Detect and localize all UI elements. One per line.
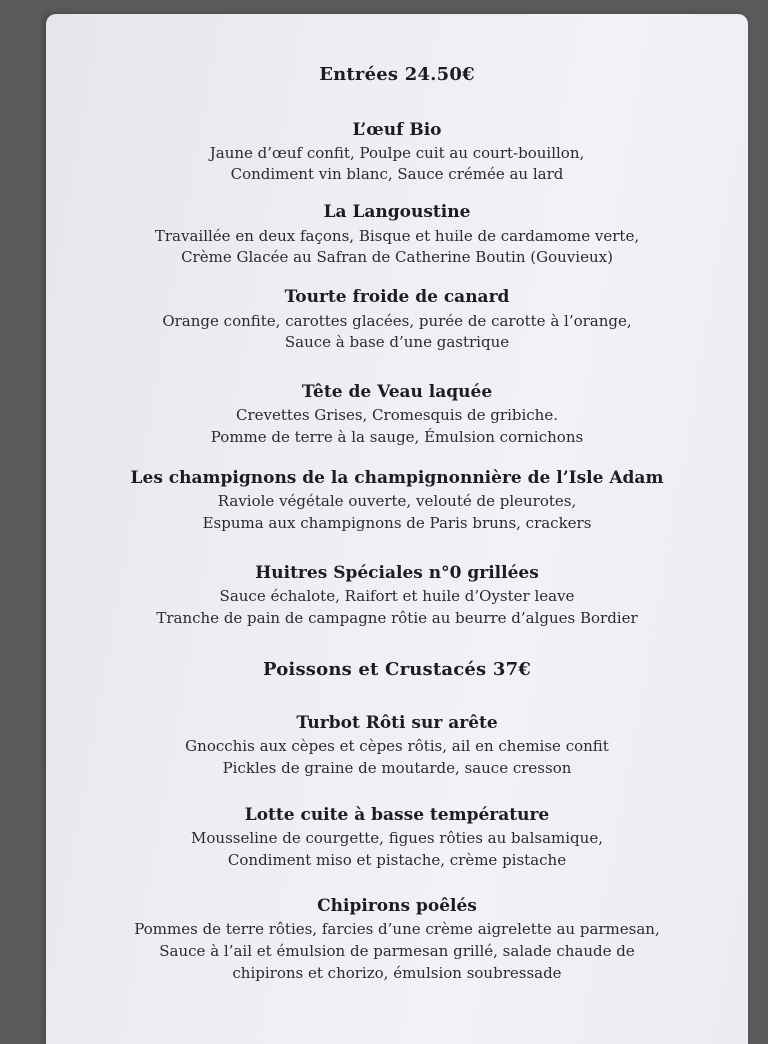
dish-description: Condiment vin blanc, Sauce crémée au lard: [230, 165, 564, 183]
section-title-entrees: Entrées 24.50€: [319, 64, 475, 85]
dish-name: Les champignons de la champignonnière de l’Isle Adam: [130, 468, 664, 488]
section-title-poissons: Poissons et Crustacés 37€: [262, 659, 532, 680]
dish-description: chipirons et chorizo, émulsion soubressade: [232, 964, 562, 982]
dish-description: Condiment miso et pistache, crème pistache: [227, 851, 567, 869]
dish-description: Pomme de terre à la sauge, Émulsion cornichons: [210, 428, 584, 446]
dish-name: Turbot Rôti sur arête: [296, 713, 498, 733]
dish-description: Pickles de graine de moutarde, sauce cresson: [222, 759, 572, 777]
dish-description: Pommes de terre rôties, farcies d’une crème aigrelette au parmesan,: [134, 920, 660, 938]
dish-name: L’œuf Bio: [352, 120, 442, 140]
dish-description: Crème Glacée au Safran de Catherine Boutin (Gouvieux): [181, 248, 613, 266]
dish-name: Tête de Veau laquée: [301, 382, 493, 402]
dish-description: Mousseline de courgette, figues rôties au balsamique,: [191, 829, 603, 847]
dish-description: Raviole végétale ouverte, velouté de pleurotes,: [217, 492, 577, 510]
dish-name: Tourte froide de canard: [284, 287, 510, 307]
dish-description: Travaillée en deux façons, Bisque et huile de cardamome verte,: [154, 227, 640, 245]
dish-description: Sauce échalote, Raifort et huile d’Oyster leave: [219, 587, 575, 605]
dish-description: Sauce à l’ail et émulsion de parmesan grillé, salade chaude de: [159, 942, 635, 960]
dish-description: Gnocchis aux cèpes et cèpes rôtis, ail en chemise confit: [185, 737, 609, 755]
dish-name: La Langoustine: [323, 202, 471, 222]
dish-name: Huitres Spéciales n°0 grillées: [255, 563, 539, 583]
dish-name: Lotte cuite à basse température: [244, 805, 550, 825]
dish-description: Sauce à base d’une gastrique: [284, 333, 510, 351]
dish-description: Tranche de pain de campagne rôtie au beurre d’algues Bordier: [156, 609, 638, 627]
dish-description: Jaune d’œuf confit, Poulpe cuit au court-bouillon,: [209, 144, 585, 162]
dish-description: Crevettes Grises, Cromesquis de gribiche.: [236, 406, 558, 424]
dish-name: Chipirons poêlés: [317, 896, 477, 916]
dish-description: Espuma aux champignons de Paris bruns, crackers: [202, 514, 592, 532]
dish-description: Orange confite, carottes glacées, purée de carotte à l’orange,: [162, 312, 632, 330]
